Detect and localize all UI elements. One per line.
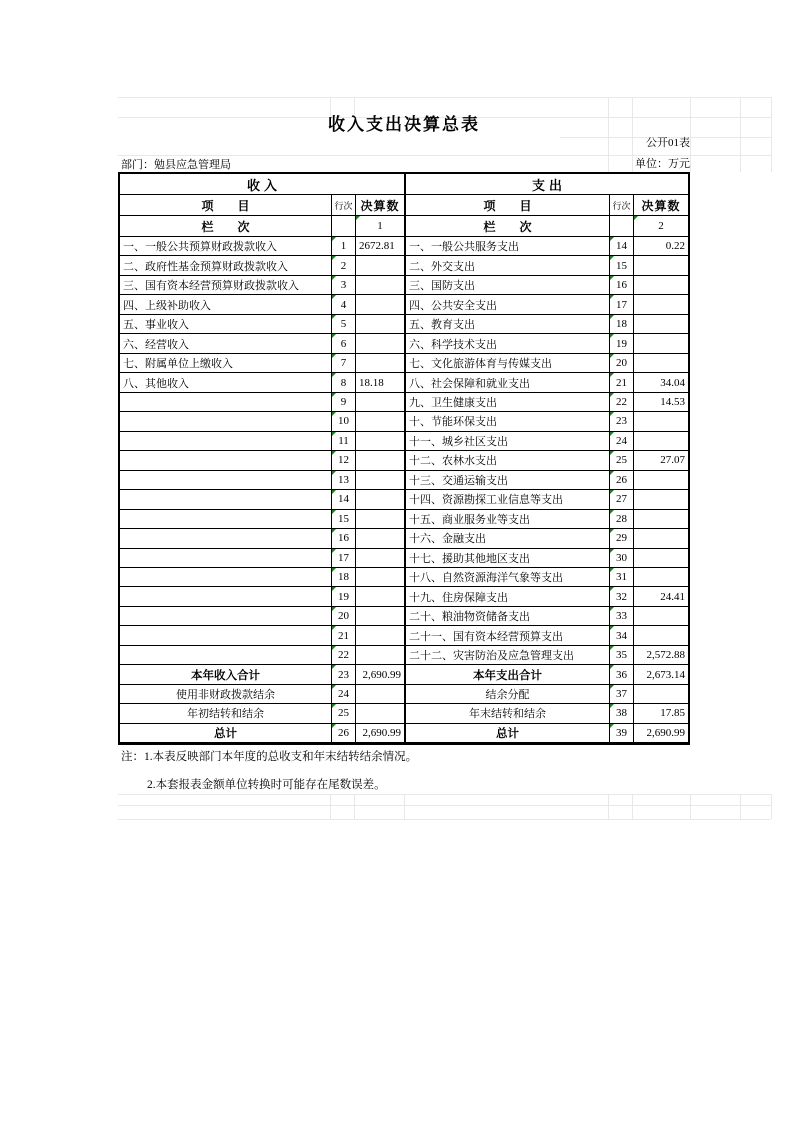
income-amount-value xyxy=(356,334,406,352)
table-row xyxy=(120,295,688,314)
expense-item-label: 一、一般公共服务支出 xyxy=(406,237,610,255)
table-row xyxy=(120,373,688,392)
expense-amount-value xyxy=(634,490,688,508)
table-row xyxy=(120,432,688,451)
expense-row-number: 32 xyxy=(610,587,634,605)
income-row-number: 14 xyxy=(332,490,356,508)
table-row xyxy=(120,626,688,645)
expense-row-number: 39 xyxy=(610,724,634,742)
note-line-1: 注：1.本表反映部门本年度的总收支和年末结转结余情况。 xyxy=(121,751,418,763)
income-item-label xyxy=(120,451,332,469)
income-row-number: 6 xyxy=(332,334,356,352)
income-item-label: 年初结转和结余 xyxy=(120,704,332,722)
expense-amount-value: 34.04 xyxy=(660,376,685,389)
expense-item-label: 本年支出合计 xyxy=(406,665,610,683)
income-amount-value xyxy=(356,587,406,605)
income-row-number: 11 xyxy=(332,432,356,450)
table-row xyxy=(120,568,688,587)
expense-item-label: 十三、交通运输支出 xyxy=(406,471,610,489)
expense-amount-value xyxy=(634,607,688,625)
income-row-number: 10 xyxy=(332,412,356,430)
income-amount-value xyxy=(356,704,406,722)
income-row-number: 22 xyxy=(332,646,356,664)
table-row xyxy=(120,276,688,295)
expense-amount-value: 2,690.99 xyxy=(646,726,685,739)
income-amount-value xyxy=(356,354,406,372)
income-amount-value xyxy=(356,529,406,547)
expense-row-number: 33 xyxy=(610,607,634,625)
income-item-label: 总计 xyxy=(120,724,332,742)
section-header-row xyxy=(120,174,688,195)
expense-rowno-column-header: 行次 xyxy=(610,195,634,215)
expense-amount-value xyxy=(634,412,688,430)
income-row-number: 23 xyxy=(332,665,356,683)
income-amount-value xyxy=(356,490,406,508)
income-item-label xyxy=(120,393,332,411)
income-lanci-rowno-cell xyxy=(332,216,356,236)
department-label: 部门：勉县应急管理局 xyxy=(121,159,231,171)
expense-item-label: 十八、自然资源海洋气象等支出 xyxy=(406,568,610,586)
expense-item-label: 十、节能环保支出 xyxy=(406,412,610,430)
expense-amount-value xyxy=(634,471,688,489)
expense-row-number: 35 xyxy=(610,646,634,664)
expense-item-label: 二十、粮油物资储备支出 xyxy=(406,607,610,625)
income-row-number: 18 xyxy=(332,568,356,586)
income-amount-value xyxy=(356,607,406,625)
income-item-label: 八、其他收入 xyxy=(120,373,332,391)
income-row-number: 24 xyxy=(332,685,356,703)
income-amount-value xyxy=(356,626,406,644)
expense-row-number: 20 xyxy=(610,354,634,372)
income-amount-value xyxy=(356,568,406,586)
income-amount-value: 2,690.99 xyxy=(356,665,406,683)
income-amount-value: 2672.81 xyxy=(356,237,406,255)
income-row-number: 7 xyxy=(332,354,356,372)
expense-amount-value xyxy=(634,685,688,703)
income-row-number: 4 xyxy=(332,295,356,313)
expense-row-number: 30 xyxy=(610,549,634,567)
income-item-label xyxy=(120,607,332,625)
income-item-label: 四、上级补助收入 xyxy=(120,295,332,313)
income-item-label xyxy=(120,510,332,528)
expense-row-number: 18 xyxy=(610,315,634,333)
expense-amount-value xyxy=(634,334,688,352)
expense-item-label: 六、科学技术支出 xyxy=(406,334,610,352)
table-row xyxy=(120,685,688,704)
table-row xyxy=(120,549,688,568)
expense-row-number: 26 xyxy=(610,471,634,489)
expense-item-label: 九、卫生健康支出 xyxy=(406,393,610,411)
income-row-number: 9 xyxy=(332,393,356,411)
table-row xyxy=(120,704,688,723)
expense-amount-value xyxy=(634,626,688,644)
income-row-number: 5 xyxy=(332,315,356,333)
expense-row-number: 17 xyxy=(610,295,634,313)
income-row-number: 13 xyxy=(332,471,356,489)
income-item-label: 五、事业收入 xyxy=(120,315,332,333)
expense-item-label: 二十一、国有资本经营预算支出 xyxy=(406,626,610,644)
income-row-number: 26 xyxy=(332,724,356,742)
expense-item-column-header: 项 目 xyxy=(406,195,610,215)
income-lanci-label: 栏 次 xyxy=(120,216,332,236)
table-row xyxy=(120,529,688,548)
income-item-label xyxy=(120,626,332,644)
income-item-label xyxy=(120,549,332,567)
table-row xyxy=(120,665,688,684)
income-amount-value xyxy=(356,295,406,313)
table-row xyxy=(120,607,688,626)
income-amount-value xyxy=(356,276,406,294)
expense-amount-value xyxy=(634,568,688,586)
income-item-label xyxy=(120,412,332,430)
expense-amount-value xyxy=(634,432,688,450)
expense-item-label: 十七、援助其他地区支出 xyxy=(406,549,610,567)
expense-lanci-label: 栏 次 xyxy=(406,216,610,236)
table-row xyxy=(120,393,688,412)
income-row-number: 2 xyxy=(332,256,356,274)
table-row xyxy=(120,490,688,509)
column-header-row xyxy=(120,195,688,216)
income-amount-value xyxy=(356,412,406,430)
income-row-number: 1 xyxy=(332,237,356,255)
expense-amount-value: 14.53 xyxy=(660,395,685,408)
expense-item-label: 七、文化旅游体育与传媒支出 xyxy=(406,354,610,372)
income-row-number: 25 xyxy=(332,704,356,722)
income-amount-value xyxy=(356,685,406,703)
income-amount-column-header: 决算数 xyxy=(356,195,406,215)
income-item-label: 三、国有资本经营预算财政拨款收入 xyxy=(120,276,332,294)
income-item-label: 二、政府性基金预算财政拨款收入 xyxy=(120,256,332,274)
expense-row-number: 19 xyxy=(610,334,634,352)
income-row-number: 16 xyxy=(332,529,356,547)
expense-row-number: 29 xyxy=(610,529,634,547)
income-item-label xyxy=(120,646,332,664)
expense-item-label: 三、国防支出 xyxy=(406,276,610,294)
income-amount-value xyxy=(356,549,406,567)
table-row xyxy=(120,471,688,490)
income-amount-value xyxy=(356,646,406,664)
income-item-label xyxy=(120,471,332,489)
expense-row-number: 36 xyxy=(610,665,634,683)
income-amount-value xyxy=(356,432,406,450)
income-row-number: 21 xyxy=(332,626,356,644)
expense-amount-value xyxy=(634,510,688,528)
expense-row-number: 37 xyxy=(610,685,634,703)
expense-row-number: 34 xyxy=(610,626,634,644)
expense-amount-value xyxy=(634,529,688,547)
expense-item-label: 十四、资源勘探工业信息等支出 xyxy=(406,490,610,508)
expense-row-number: 15 xyxy=(610,256,634,274)
expense-row-number: 14 xyxy=(610,237,634,255)
income-item-label: 本年收入合计 xyxy=(120,665,332,683)
expense-item-label: 总计 xyxy=(406,724,610,742)
expense-amount-value xyxy=(634,354,688,372)
expense-row-number: 21 xyxy=(610,373,634,391)
table-row xyxy=(120,334,688,353)
expense-item-label: 十五、商业服务业等支出 xyxy=(406,510,610,528)
table-row xyxy=(120,510,688,529)
page-title: 收入支出决算总表 xyxy=(328,115,480,134)
expense-amount-value: 0.22 xyxy=(665,240,685,253)
expense-row-number: 31 xyxy=(610,568,634,586)
table-body xyxy=(120,237,688,743)
income-row-number: 8 xyxy=(332,373,356,391)
expense-row-number: 24 xyxy=(610,432,634,450)
summary-table xyxy=(118,172,690,745)
expense-row-number: 23 xyxy=(610,412,634,430)
table-row xyxy=(120,354,688,373)
income-item-label: 一、一般公共预算财政拨款收入 xyxy=(120,237,332,255)
income-amount-value xyxy=(356,256,406,274)
income-item-label: 六、经营收入 xyxy=(120,334,332,352)
expense-row-number: 22 xyxy=(610,393,634,411)
expense-row-number: 27 xyxy=(610,490,634,508)
expense-row-number: 28 xyxy=(610,510,634,528)
expense-item-label: 十二、农林水支出 xyxy=(406,451,610,469)
table-row xyxy=(120,451,688,470)
income-rowno-column-header: 行次 xyxy=(332,195,356,215)
income-row-number: 15 xyxy=(332,510,356,528)
income-column-number: 1 xyxy=(356,216,406,236)
table-row xyxy=(120,315,688,334)
expense-amount-value xyxy=(634,549,688,567)
income-amount-value xyxy=(356,393,406,411)
income-item-label xyxy=(120,587,332,605)
note-line-2: 2.本套报表金额单位转换时可能存在尾数误差。 xyxy=(147,779,386,791)
table-code-label: 公开01表 xyxy=(646,137,690,149)
income-item-label: 使用非财政拨款结余 xyxy=(120,685,332,703)
income-item-label xyxy=(120,490,332,508)
table-row xyxy=(120,646,688,665)
income-row-number: 12 xyxy=(332,451,356,469)
expense-item-label: 十一、城乡社区支出 xyxy=(406,432,610,450)
expense-amount-value xyxy=(634,315,688,333)
expense-item-label: 年末结转和结余 xyxy=(406,704,610,722)
column-number-row xyxy=(120,216,688,237)
expense-item-label: 二十二、灾害防治及应急管理支出 xyxy=(406,646,610,664)
expense-lanci-rowno-cell xyxy=(610,216,634,236)
expense-item-label: 十六、金融支出 xyxy=(406,529,610,547)
expense-amount-value xyxy=(634,295,688,313)
expense-amount-value xyxy=(634,276,688,294)
income-row-number: 3 xyxy=(332,276,356,294)
expense-item-label: 八、社会保障和就业支出 xyxy=(406,373,610,391)
table-row xyxy=(120,412,688,431)
table-row xyxy=(120,724,688,743)
income-item-label xyxy=(120,529,332,547)
income-item-column-header: 项 目 xyxy=(120,195,332,215)
table-row xyxy=(120,256,688,275)
income-item-label xyxy=(120,568,332,586)
income-row-number: 20 xyxy=(332,607,356,625)
expense-column-number: 2 xyxy=(634,216,688,236)
table-row xyxy=(120,587,688,606)
expense-amount-value: 17.85 xyxy=(660,707,685,720)
unit-label: 单位：万元 xyxy=(635,158,690,170)
expense-item-label: 结余分配 xyxy=(406,685,610,703)
expense-row-number: 16 xyxy=(610,276,634,294)
income-section-header: 收入 xyxy=(120,174,406,194)
expense-amount-value: 24.41 xyxy=(660,590,685,603)
expense-amount-column-header: 决算数 xyxy=(641,198,681,213)
expense-item-label: 二、外交支出 xyxy=(406,256,610,274)
income-amount-value: 18.18 xyxy=(356,373,406,391)
income-amount-value xyxy=(356,510,406,528)
expense-item-label: 四、公共安全支出 xyxy=(406,295,610,313)
expense-item-label: 五、教育支出 xyxy=(406,315,610,333)
expense-amount-value: 2,673.14 xyxy=(646,668,685,681)
table-row xyxy=(120,237,688,256)
income-amount-value: 2,690.99 xyxy=(356,724,406,742)
expense-amount-value xyxy=(634,256,688,274)
expense-item-label: 十九、住房保障支出 xyxy=(406,587,610,605)
expense-row-number: 25 xyxy=(610,451,634,469)
income-amount-value xyxy=(356,471,406,489)
income-item-label: 七、附属单位上缴收入 xyxy=(120,354,332,372)
income-amount-value xyxy=(356,315,406,333)
expense-amount-value: 27.07 xyxy=(660,454,685,467)
expense-amount-value: 2,572.88 xyxy=(646,649,685,662)
income-amount-value xyxy=(356,451,406,469)
income-row-number: 17 xyxy=(332,549,356,567)
income-row-number: 19 xyxy=(332,587,356,605)
income-item-label xyxy=(120,432,332,450)
expense-row-number: 38 xyxy=(610,704,634,722)
expense-section-header: 支出 xyxy=(531,177,566,193)
